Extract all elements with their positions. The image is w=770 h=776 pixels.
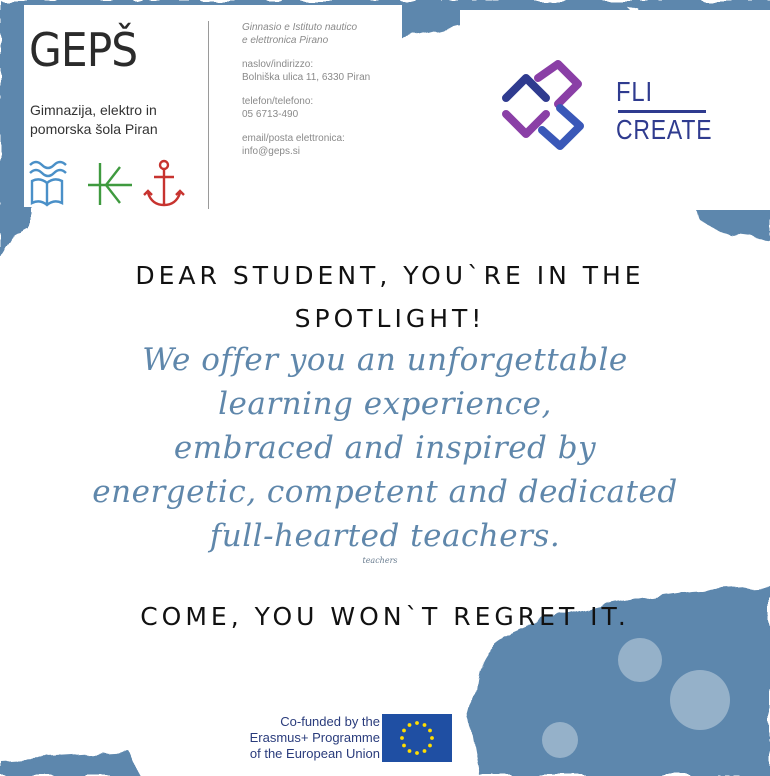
eu-star-icon <box>415 721 419 725</box>
school-name <box>30 101 200 139</box>
phone-label: telefon/telefono: <box>242 96 314 107</box>
headline-line2: SPOTLIGHT! <box>294 304 486 333</box>
fli-label: FLI <box>616 76 653 107</box>
school-header-card <box>24 5 402 207</box>
erasmus-line3: of the European Union <box>249 746 380 761</box>
address-value: Bolniška ulica 11, 6330 Piran <box>242 72 371 83</box>
address-label: naslov/indirizzo: <box>242 59 314 70</box>
circuit-icon <box>88 163 132 205</box>
erasmus-footer <box>234 706 464 776</box>
eu-star-icon <box>400 736 404 740</box>
eu-star-icon <box>402 729 406 733</box>
school-name-line1: Gimnazija, elektro in <box>30 102 157 118</box>
eu-star-icon <box>408 749 412 753</box>
eu-star-icon <box>408 723 412 727</box>
erasmus-line1: Co-funded by the <box>280 714 380 729</box>
erasmus-text <box>246 714 380 762</box>
erasmus-line2: Erasmus+ Programme <box>249 730 380 745</box>
header-divider <box>208 21 209 209</box>
book-wave-icon <box>30 162 66 205</box>
script-line2: learning experience, <box>218 386 552 422</box>
email-value: info@geps.si <box>242 146 300 157</box>
anchor-icon <box>144 161 184 205</box>
script-line3: embraced and inspired by <box>173 430 597 466</box>
headline <box>40 254 740 340</box>
script-line4: energetic, competent and dedicated <box>92 474 678 510</box>
small-note: teachers <box>362 556 398 565</box>
script-line1: We offer you an unforgettable <box>142 342 628 378</box>
create-label: CREATE <box>616 114 713 145</box>
headline-line1: DEAR STUDENT, YOU`RE IN THE <box>135 261 645 290</box>
eu-star-icon <box>423 723 427 727</box>
school-contact-info <box>242 21 402 158</box>
school-icons <box>28 157 188 209</box>
fli-rule <box>618 110 706 113</box>
info-title-line2: e elettronica Pirano <box>242 35 329 46</box>
info-title-line1: Ginnasio e Istituto nautico <box>242 22 358 33</box>
eu-star-icon <box>415 751 419 755</box>
email-label: email/posta elettronica: <box>242 133 345 144</box>
school-name-line2: pomorska šola Piran <box>30 121 158 137</box>
geps-logo: GEPŠ <box>29 23 138 77</box>
eu-star-icon <box>402 744 406 748</box>
script-message <box>30 338 740 558</box>
partner-logo-card <box>460 10 770 210</box>
eu-star-icon <box>428 729 432 733</box>
fli-create-symbol <box>494 58 590 154</box>
closing-line: COME, YOU WON`T REGRET IT. <box>140 602 630 631</box>
eu-star-icon <box>430 736 434 740</box>
script-line5: full-hearted teachers. <box>209 518 561 554</box>
eu-star-icon <box>428 744 432 748</box>
eu-flag-icon <box>382 714 452 762</box>
eu-star-icon <box>423 749 427 753</box>
phone-value: 05 6713-490 <box>242 109 299 120</box>
